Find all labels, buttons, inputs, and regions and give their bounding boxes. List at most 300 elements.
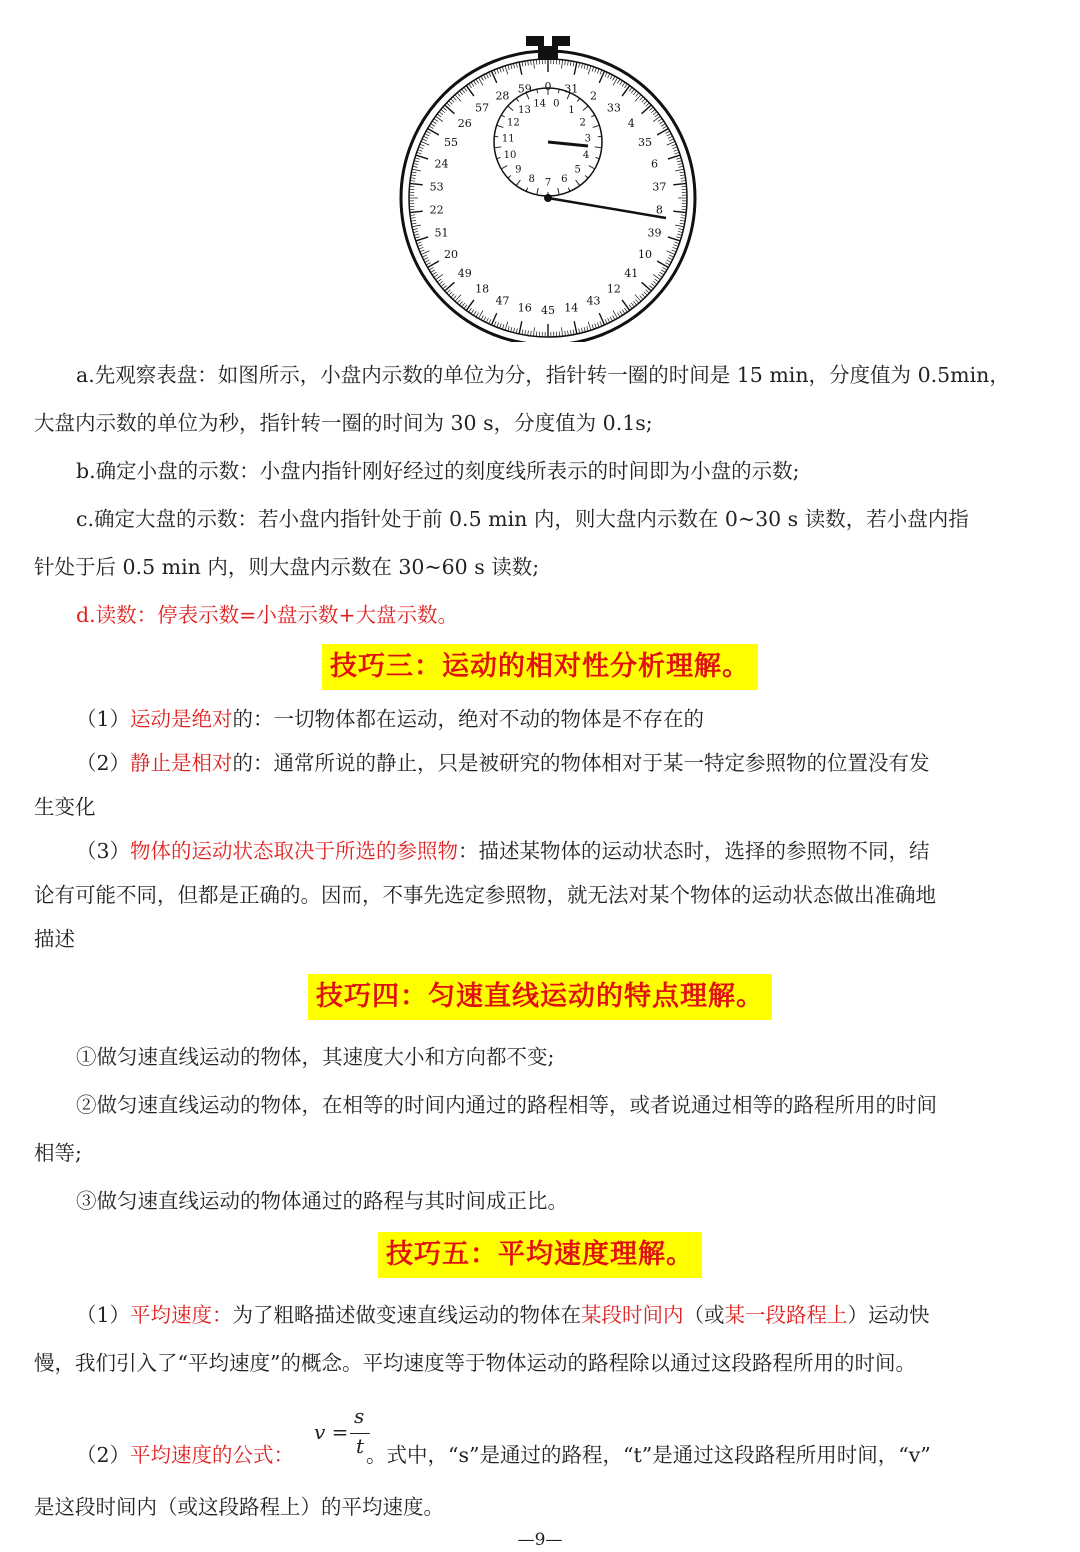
dial-tick [421, 251, 429, 255]
dial-tick [595, 68, 597, 73]
dial-tick [581, 328, 582, 333]
dial-tick [414, 161, 419, 162]
dial-label: 57 [475, 101, 490, 115]
dial-tick [660, 121, 664, 124]
dial-label: 2 [590, 89, 598, 103]
dial-tick [525, 330, 526, 335]
dial-tick [587, 65, 588, 70]
dial-tick [410, 211, 423, 212]
dial-label: 8 [655, 203, 663, 217]
second-hand [548, 198, 666, 218]
dial-tick [663, 126, 667, 129]
dial-tick [649, 107, 653, 110]
dial-tick [489, 72, 491, 77]
dial-tick [672, 250, 677, 252]
item-text: 为了粗略描述做变速直线运动的物体在 [232, 1303, 582, 1327]
section-5-item-2 [34, 1440, 1030, 1470]
dial-tick [675, 169, 684, 171]
dial-tick [610, 317, 612, 321]
dial-tick [675, 242, 680, 244]
highlight-term: 平均速度的公式： [130, 1443, 295, 1467]
dial-tick [410, 178, 415, 179]
dial-tick [595, 324, 597, 329]
dial-label: 20 [444, 248, 459, 261]
subdial-tick [576, 180, 580, 186]
item-text: （或 [683, 1303, 725, 1327]
dial-tick [508, 326, 509, 331]
section-3-item-3 [34, 836, 1030, 866]
dial-tick [447, 290, 451, 293]
dial-tick [481, 315, 483, 319]
dial-tick [415, 158, 420, 159]
dial-label: 6 [651, 157, 659, 171]
subdial-label: 5 [574, 164, 581, 176]
dial-tick [587, 326, 588, 331]
dial-tick [474, 311, 477, 315]
dial-tick [489, 319, 491, 324]
step-d: d.读数：停表示数=小盘示数+大盘示数。 [76, 603, 458, 627]
dial-tick [565, 60, 566, 65]
dial-tick [466, 86, 474, 97]
item-number: （3） [76, 839, 131, 863]
subdial-tick [583, 106, 588, 111]
dial-tick [429, 126, 433, 129]
dial-tick [681, 218, 686, 219]
dial-tick [445, 105, 455, 114]
dial-tick [655, 279, 659, 282]
subdial-label: 0 [553, 98, 560, 110]
formula-numerator: s [354, 1404, 365, 1428]
dial-tick [622, 300, 630, 311]
section-5-item-1 [34, 1300, 1030, 1330]
dial-tick [651, 283, 655, 286]
dial-tick [516, 328, 517, 333]
dial-tick [437, 279, 441, 282]
section-3-item-1 [34, 704, 1030, 734]
dial-tick [508, 65, 509, 70]
dial-label: 22 [429, 203, 444, 217]
dial-tick [655, 114, 659, 117]
dial-label: 47 [495, 294, 510, 308]
dial-tick [484, 75, 486, 79]
dial-tick [519, 321, 522, 334]
dial-tick [667, 260, 671, 262]
dial-tick [622, 82, 625, 86]
dial-label: 39 [647, 226, 662, 240]
dial-tick [441, 283, 445, 286]
dial-tick [588, 66, 591, 75]
dial-tick [663, 267, 667, 270]
subdial-tick [591, 115, 594, 117]
dial-tick [665, 263, 669, 265]
dial-tick [610, 75, 612, 79]
dial-tick [646, 103, 650, 106]
dial-tick [410, 215, 415, 216]
step-a-line1: a.先观察表盘：如图所示，小盘内示数的单位为分，指针转一圈的时间是 15 min，分度值为 0.5min， [76, 363, 1010, 387]
dial-tick [413, 229, 418, 230]
item-number: （2） [76, 751, 131, 775]
dial-tick [528, 331, 529, 336]
section-5-item-2-cont: 是这段时间内（或这段路程上）的平均速度。 [34, 1495, 444, 1519]
dial-tick [574, 62, 577, 75]
dial-tick [411, 223, 416, 224]
section-4-heading-wrap [0, 974, 1080, 1020]
section-4-item-1: ①做匀速直线运动的物体，其速度大小和方向都不变; [76, 1045, 555, 1069]
dial-tick [500, 324, 502, 329]
dial-tick [592, 325, 594, 330]
dial-tick [613, 315, 615, 319]
section-3-item-2 [34, 748, 1030, 778]
step-a-line2: 大盘内示数的单位为秒，指针转一圈的时间为 30 s，分度值为 0.1s; [34, 411, 653, 435]
dial-tick [644, 101, 648, 104]
item-number: （1） [76, 707, 131, 731]
dial-tick [613, 76, 615, 80]
stopwatch-figure [398, 30, 704, 342]
dial-tick [668, 136, 672, 138]
subdial-label: 7 [544, 177, 552, 189]
stopwatch-crown [526, 36, 570, 60]
dial-tick [667, 251, 675, 255]
subdial-tick [577, 98, 579, 101]
dial-tick [410, 181, 415, 182]
subdial-label: 8 [528, 174, 535, 186]
dial-tick [441, 109, 445, 112]
dial-tick [471, 82, 474, 86]
dial-tick [464, 87, 467, 91]
dial-tick [608, 318, 610, 322]
dial-tick [423, 258, 427, 260]
dial-tick [597, 69, 599, 74]
dial-tick [412, 225, 421, 227]
dial-tick [511, 327, 512, 332]
dial-tick [622, 86, 630, 97]
dial-tick [673, 211, 686, 212]
dial-tick [426, 263, 430, 265]
highlight-term: 物体的运动状态取决于所选的参照物 [130, 839, 459, 863]
subdial-label: 2 [579, 117, 586, 129]
step-c-line2: 针处于后 0.5 min 内，则大盘内示数在 30~60 s 读数; [34, 555, 540, 579]
dial-tick [413, 166, 418, 167]
dial-tick [629, 87, 632, 91]
dial-tick [622, 310, 625, 314]
dial-tick [413, 163, 418, 164]
dial-tick [410, 218, 415, 219]
dial-tick [667, 141, 675, 145]
subdial-label: 3 [584, 133, 591, 145]
dial-tick [677, 234, 682, 235]
dial-tick [453, 97, 456, 101]
dial-tick [636, 299, 639, 303]
dial-tick [528, 60, 529, 65]
dial-tick [519, 62, 522, 75]
step-c-line1: c.确定大盘的示数：若小盘内指针处于前 0.5 min 内，则大盘内示数在 0~30 s 读数，若小盘内指 [76, 507, 969, 531]
dial-tick [434, 119, 438, 122]
dial-tick [631, 89, 634, 93]
dial-tick [579, 63, 580, 68]
dial-tick [429, 267, 433, 270]
dial-tick [513, 328, 514, 333]
dial-tick [644, 292, 648, 295]
dial-tick [418, 245, 423, 247]
section-5-heading-wrap [0, 1232, 1080, 1278]
dial-tick [500, 68, 502, 73]
dial-tick [469, 308, 472, 312]
dial-tick [629, 305, 632, 309]
dial-tick [522, 330, 523, 335]
dial-tick [432, 121, 436, 124]
dial-label: 55 [444, 136, 459, 149]
section-4-item-2: ②做匀速直线运动的物体，在相等的时间内通过的路程相等，或者说通过相等的路程所用的时间 [76, 1093, 937, 1117]
dial-tick [533, 327, 534, 336]
dial-tick [445, 282, 455, 291]
dial-tick [431, 124, 435, 127]
dial-tick [636, 93, 639, 97]
dial-tick [658, 274, 662, 277]
dial-tick [680, 223, 685, 224]
dial-tick [531, 60, 532, 65]
dial-tick [466, 300, 474, 311]
dial-tick [426, 131, 430, 133]
subdial-tick [516, 180, 520, 186]
dial-label: 53 [429, 180, 444, 194]
dial-tick [597, 323, 599, 328]
dial-tick [680, 172, 685, 173]
item-text: ：描述某物体的运动状态时，选择的参照物不同，结 [458, 839, 930, 863]
dial-tick [443, 107, 447, 110]
dial-label: 33 [606, 101, 621, 115]
dial-tick [533, 60, 534, 69]
dial-tick [675, 152, 680, 154]
dial-tick [432, 272, 436, 275]
dial-tick [660, 272, 664, 275]
subdial-tick [589, 166, 595, 170]
dial-label: 43 [586, 294, 601, 308]
dial-tick [522, 61, 523, 66]
dial-tick [464, 305, 467, 309]
dial-tick [459, 301, 462, 305]
dial-tick [531, 331, 532, 336]
dial-tick [653, 112, 657, 115]
dial-tick [592, 67, 594, 72]
minute-hand [548, 142, 588, 146]
dial-tick [642, 294, 645, 298]
subdial-tick [501, 166, 507, 170]
subdial-label: 10 [503, 149, 517, 161]
dial-tick [486, 318, 488, 322]
dial-tick [570, 330, 571, 335]
subdial-label: 4 [582, 149, 590, 161]
dial-tick [428, 129, 439, 136]
dial-tick [491, 313, 496, 325]
dial-tick [425, 260, 429, 262]
dial-tick [491, 71, 496, 83]
dial-tick [651, 109, 655, 112]
dial-tick [505, 66, 508, 75]
dial-tick [505, 322, 508, 331]
dial-label: 10 [637, 248, 652, 261]
subdial-tick [585, 175, 588, 178]
dial-tick [678, 231, 683, 232]
section-4-heading: 技巧四：匀速直线运动的特点理解。 [308, 974, 772, 1020]
dial-tick [418, 150, 423, 152]
dial-label: 26 [457, 117, 472, 131]
dial-label: 16 [517, 301, 532, 315]
dial-tick [661, 124, 665, 127]
dial-tick [411, 172, 416, 173]
dial-label: 35 [637, 136, 652, 149]
dial-tick [605, 319, 607, 324]
dial-label: 51 [434, 226, 449, 240]
dial-tick [516, 63, 517, 68]
dial-tick [451, 294, 454, 298]
dial-tick [617, 313, 620, 317]
dial-tick [669, 139, 674, 141]
dial-tick [640, 296, 643, 300]
subdial-label: 13 [518, 105, 531, 117]
subdial-label: 11 [501, 133, 515, 145]
dial-tick [678, 163, 683, 164]
dial-tick [680, 175, 685, 176]
dial-tick [457, 93, 460, 97]
dial-tick [449, 101, 453, 104]
dial-tick [642, 105, 652, 114]
dial-tick [584, 64, 585, 69]
dial-tick [413, 231, 418, 232]
dial-tick [451, 99, 454, 103]
dial-tick [481, 76, 483, 80]
subdial-tick [537, 188, 538, 195]
dial-tick [412, 169, 421, 171]
subdial-tick [497, 125, 504, 127]
page-number: —9— [517, 1530, 563, 1550]
dial-tick [502, 67, 504, 72]
dial-tick [422, 255, 427, 257]
dial-tick [497, 323, 499, 328]
dial-tick [617, 79, 620, 83]
dial-tick [423, 136, 427, 138]
dial-tick [665, 131, 669, 133]
dial-tick [600, 70, 602, 75]
dial-tick [600, 322, 602, 327]
dial-tick [469, 84, 472, 88]
subdial-tick [568, 188, 570, 192]
subdial-label: 1 [568, 105, 575, 117]
dial-label: 59 [517, 82, 532, 96]
dial-tick [476, 313, 479, 317]
dial-tick [568, 60, 569, 65]
dial-tick [649, 286, 653, 289]
dial-tick [678, 166, 683, 167]
step-b: b.确定小盘的示数：小盘内指针刚好经过的刻度线所表示的时间即为小盘的示数; [76, 459, 800, 483]
item-number: （1） [76, 1303, 131, 1327]
dial-tick [667, 134, 671, 136]
subdial-tick [494, 147, 501, 148]
dial-tick [486, 73, 488, 77]
dial-tick [417, 242, 422, 244]
dial-tick [673, 183, 686, 184]
subdial-tick [596, 157, 600, 158]
dial-tick [605, 72, 607, 77]
dial-tick [474, 81, 477, 85]
dial-tick [620, 81, 623, 85]
formula-lhs: v = [314, 1420, 349, 1444]
dial-label: 37 [652, 180, 667, 194]
dial-tick [599, 313, 604, 325]
highlight-term: 某段时间内 [581, 1303, 684, 1327]
highlight-term: 某一段路程上 [724, 1303, 848, 1327]
dial-label: 45 [541, 304, 555, 317]
item-number: （2） [76, 1443, 131, 1467]
dial-tick [565, 331, 566, 336]
dial-tick [624, 308, 627, 312]
subdial-tick [526, 188, 528, 192]
dial-tick [584, 327, 585, 332]
dial-label: 18 [475, 282, 490, 296]
dial-label: 24 [434, 157, 449, 171]
dial-tick [425, 134, 429, 136]
dial-tick [681, 181, 686, 182]
highlight-term: 平均速度： [130, 1303, 233, 1327]
dial-tick [422, 139, 427, 141]
dial-tick [417, 152, 422, 154]
dial-tick [420, 250, 425, 252]
dial-tick [673, 147, 678, 149]
dial-tick [439, 281, 443, 284]
dial-tick [439, 112, 443, 115]
dial-tick [676, 158, 681, 159]
highlight-term: 运动是绝对 [130, 707, 233, 731]
dial-tick [599, 71, 604, 83]
minute-labels [502, 98, 591, 188]
dial-tick [513, 63, 514, 68]
dial-tick [681, 215, 686, 216]
dial-label: 49 [457, 266, 472, 280]
dial-tick [668, 258, 672, 260]
dial-tick [579, 328, 580, 333]
dial-label: 0 [544, 80, 552, 93]
dial-tick [672, 144, 677, 146]
subdial-label: 6 [561, 174, 568, 186]
dial-tick [562, 327, 563, 336]
dial-tick [419, 247, 424, 249]
dial-tick [420, 144, 425, 146]
subdial-tick [558, 188, 559, 195]
dial-tick [437, 114, 441, 117]
dial-tick [620, 311, 623, 315]
section-3-item-3-cont1: 论有可能不同，但都是正确的。因而，不事先选定参照物，就无法对某个物体的运动状态做出准确地 [34, 883, 936, 907]
section-3-heading-wrap [0, 644, 1080, 690]
dial-tick [631, 303, 634, 307]
dial-tick [574, 321, 577, 334]
dial-tick [494, 322, 496, 327]
dial-tick [642, 99, 645, 103]
subdial-label: 12 [506, 117, 520, 129]
section-5-heading: 技巧五：平均速度理解。 [378, 1232, 702, 1278]
dial-tick [640, 97, 643, 101]
dial-tick [562, 60, 563, 69]
subdial-tick [508, 106, 513, 111]
item-text: 的：通常所说的静止，只是被研究的物体相对于某一特定参照物的位置没有发 [232, 751, 930, 775]
subdial-tick [508, 175, 511, 178]
dial-tick [459, 91, 462, 95]
dial-label: 31 [564, 82, 579, 96]
dial-tick [471, 310, 474, 314]
dial-tick [511, 64, 512, 69]
subdial-label: 9 [515, 164, 522, 176]
highlight-term: 静止是相对 [130, 751, 233, 775]
section-5-item-1-cont: 慢，我们引入了“平均速度”的概念。平均速度等于物体运动的路程除以通过这段路程所用的时间。 [34, 1351, 916, 1375]
dial-tick [633, 91, 636, 95]
